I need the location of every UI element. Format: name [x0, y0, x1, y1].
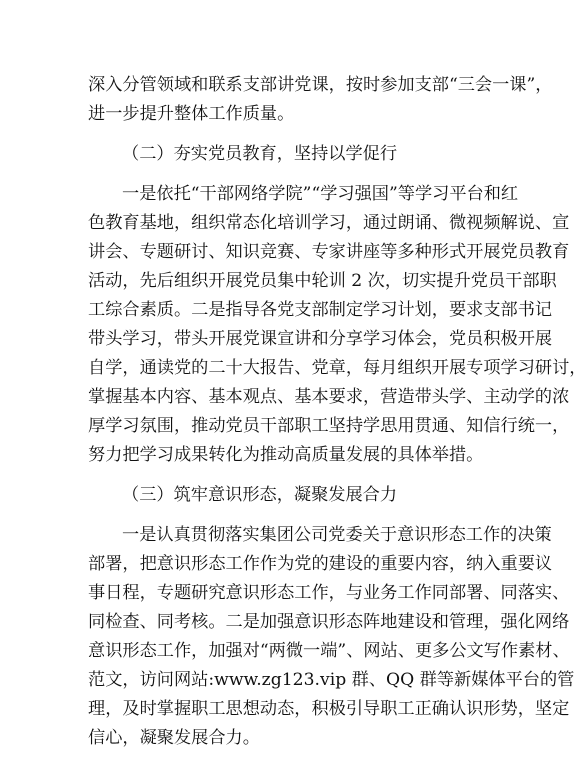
text-line: 进一步提升整体工作质量。 [88, 104, 295, 124]
text-line: 部署，把意识形态工作作为党的建设的重要内容，纳入重要议 [88, 554, 553, 574]
text-line: 同检查、同考核。二是加强意识形态阵地建设和管理，强化网络 [88, 612, 570, 632]
section-heading-2 [88, 140, 504, 169]
section-heading: （二）夯实党员教育，坚持以学促行 [122, 144, 398, 164]
text-line: 一是依托“干部网络学院”“学习强国”等学习平台和红 [122, 184, 519, 204]
text-line: 带头学习，带头开展党课宣讲和分享学习体会，党员积极开展 [88, 329, 553, 349]
section-heading-3 [88, 481, 504, 510]
document-body [88, 71, 586, 753]
text-line: 活动，先后组织开展党员集中轮训 2 次，切实提升党员干部职 [88, 271, 557, 291]
paragraph-gap [88, 470, 504, 481]
text-line: 理，及时掌握职工思想动态，积极引导职工正确认识形势，坚定 [88, 699, 570, 719]
paragraph-gap [88, 129, 504, 140]
text-line: 信心，凝聚发展合力。 [88, 728, 260, 748]
paragraph-gap [88, 169, 504, 180]
text-line: 一是认真贯彻落实集团公司党委关于意识形态工作的决策 [122, 525, 552, 545]
text-line: 深入分管领域和联系支部讲党课，按时参加支部“三会一课”， [88, 75, 553, 95]
paragraph-continuation [88, 71, 553, 129]
text-line: 厚学习氛围，推动党员干部职工坚持学思用贯通、知信行统一， [88, 416, 570, 436]
text-line: 努力把学习成果转化为推动高质量发展的具体举措。 [88, 445, 484, 465]
text-line: 事日程，专题研究意识形态工作，与业务工作同部署、同落实、 [88, 583, 570, 603]
paragraph-gap [88, 510, 504, 521]
section-heading: （三）筑牢意识形态，凝聚发展合力 [122, 485, 398, 505]
text-line: 色教育基地，组织常态化培训学习，通过朗诵、微视频解说、宣 [88, 213, 570, 233]
text-line: 范文，访问网站:www.zg123.vip 群、QQ 群等新媒体平台的管 [88, 670, 575, 690]
paragraph-ideology [88, 521, 575, 753]
text-line: 自学，通读党的二十大报告、党章，每月组织开展专项学习研讨， [88, 358, 586, 378]
text-line: 掌握基本内容、基本观点、基本要求，营造带头学、主动学的浓 [88, 387, 570, 407]
text-line: 工综合素质。二是指导各党支部制定学习计划，要求支部书记 [88, 300, 553, 320]
text-line: 意识形态工作，加强对“两微一端”、网站、更多公文写作素材、 [88, 641, 570, 661]
paragraph-education [88, 180, 586, 470]
text-line: 讲会、专题研讨、知识竞赛、专家讲座等多种形式开展党员教育 [88, 242, 570, 262]
